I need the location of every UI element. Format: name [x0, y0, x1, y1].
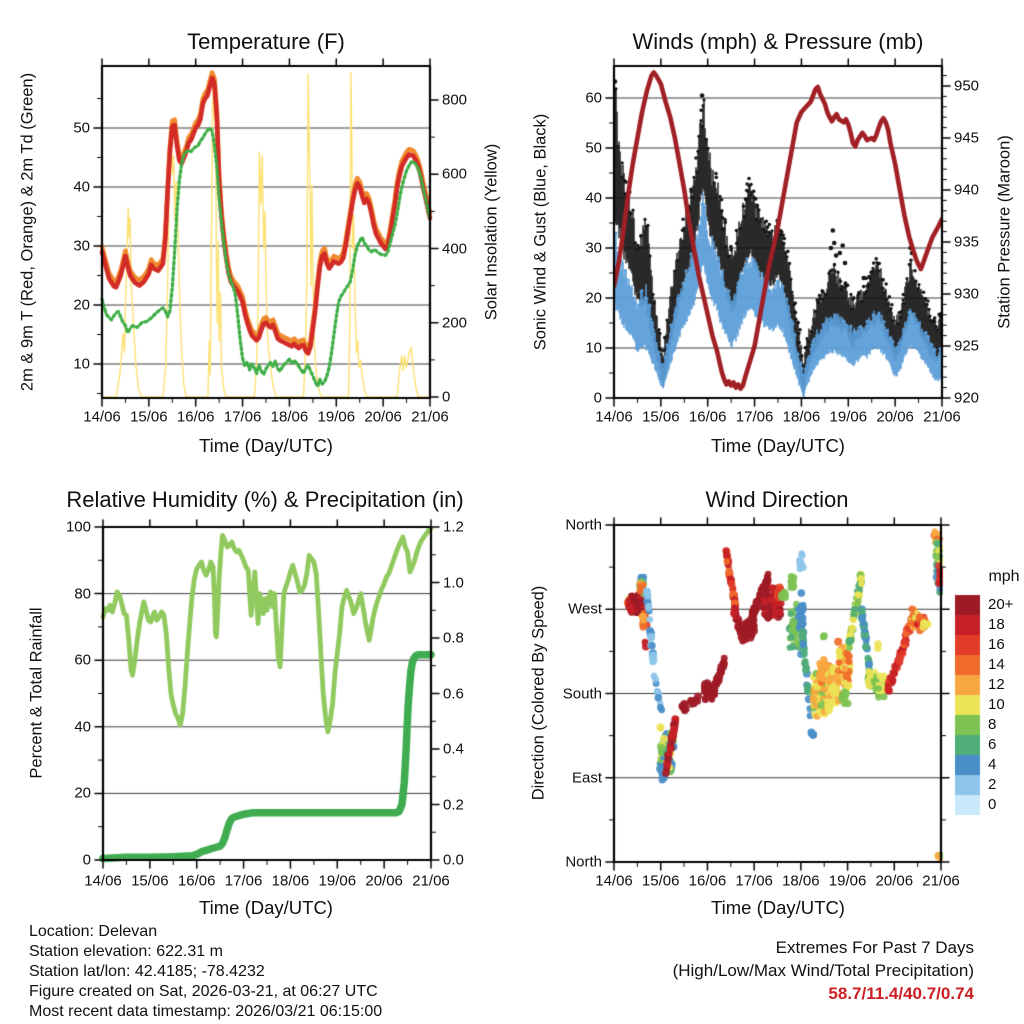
- colorbar-label: 12: [988, 676, 1005, 693]
- tick-label: 0.4: [443, 740, 464, 758]
- colorbar-label: 2: [988, 776, 997, 793]
- tick-label: 940: [954, 181, 980, 199]
- tick-label: 30: [585, 239, 602, 257]
- tick-label: 14/06: [84, 872, 122, 890]
- tick-label: 20/06: [364, 408, 402, 426]
- tick-label: 0.8: [443, 629, 464, 647]
- tick-label: 17/06: [735, 872, 773, 890]
- tick-label: 10: [585, 339, 602, 357]
- tick-label: 920: [954, 389, 980, 407]
- tick-label: 1.0: [443, 574, 464, 591]
- colorbar-label: 20+: [988, 596, 1014, 613]
- chart-title-wind-direction: Wind Direction: [705, 487, 849, 512]
- tick-label: 1.2: [443, 518, 464, 536]
- x-axis-label-wind-direction: Time (Day/UTC): [711, 897, 845, 918]
- chart-title-temperature: Temperature (F): [187, 29, 345, 54]
- tick-label: 10: [73, 355, 90, 373]
- colorbar-label: 18: [988, 616, 1005, 633]
- station-location: Location: Delevan: [29, 923, 158, 940]
- tick-label: 16/06: [176, 408, 215, 426]
- tick-label: 600: [442, 165, 468, 183]
- tick-label: North: [565, 516, 602, 534]
- tick-label: 18/06: [782, 408, 821, 426]
- tick-label: 17/06: [224, 872, 263, 890]
- tick-label: 20/06: [365, 872, 403, 890]
- tick-label: 945: [954, 129, 980, 147]
- tick-label: 15/06: [641, 872, 680, 890]
- station-elevation: Station elevation: 622.31 m: [29, 943, 223, 960]
- tick-label: 21/06: [922, 872, 960, 890]
- tick-label: 40: [74, 718, 91, 736]
- tick-label: 18/06: [782, 872, 820, 890]
- tick-label: North: [565, 853, 602, 871]
- tick-label: 17/06: [735, 408, 774, 426]
- tick-label: 19/06: [828, 872, 867, 890]
- x-axis-label-humidity: Time (Day/UTC): [199, 897, 333, 918]
- tick-label: 20/06: [876, 408, 914, 426]
- colorbar-label: 0: [988, 796, 997, 813]
- y-axis-label-pressure-right: Station Pressure (Maroon): [995, 135, 1014, 329]
- tick-label: 40: [585, 189, 602, 207]
- station-latlon: Station lat/lon: 42.4185; -78.4232: [29, 963, 265, 980]
- tick-label: 950: [954, 77, 980, 95]
- tick-label: 0: [593, 389, 602, 407]
- tick-label: 19/06: [829, 408, 868, 426]
- station-info: [29, 922, 382, 1022]
- tick-label: 19/06: [318, 872, 357, 890]
- x-axis-label-temperature: Time (Day/UTC): [199, 435, 333, 456]
- tick-label: 14/06: [83, 408, 121, 426]
- colorbar-label: 16: [988, 636, 1005, 653]
- colorbar-label: 4: [988, 756, 997, 773]
- colorbar-label: 14: [988, 656, 1005, 673]
- tick-label: 935: [954, 233, 980, 251]
- tick-label: 80: [74, 585, 91, 603]
- tick-label: West: [568, 600, 602, 618]
- most-recent-timestamp: Most recent data timestamp: 2026/03/21 06:15:00: [29, 1003, 383, 1020]
- tick-label: 20: [74, 784, 91, 802]
- y-axis-label-temp-left: 2m & 9m T (Red, Orange) & 2m Td (Green): [18, 72, 37, 392]
- tick-label: 19/06: [317, 408, 356, 426]
- y-axis-label-humidity-left: Percent & Total Rainfall: [27, 607, 46, 779]
- tick-label: 16/06: [688, 872, 727, 890]
- tick-label: South: [562, 685, 602, 702]
- extremes-title: Extremes For Past 7 Days: [775, 938, 974, 957]
- colorbar-label: 6: [988, 736, 997, 753]
- tick-label: 200: [442, 314, 468, 332]
- tick-label: 21/06: [923, 408, 961, 426]
- tick-label: 30: [73, 237, 90, 255]
- tick-label: 50: [73, 119, 90, 137]
- tick-label: 0: [82, 851, 91, 869]
- tick-label: 20: [73, 296, 90, 314]
- tick-label: 60: [585, 89, 602, 107]
- tick-label: 0.0: [443, 851, 464, 869]
- tick-label: 21/06: [411, 408, 449, 426]
- tick-label: 17/06: [223, 408, 262, 426]
- tick-label: 40: [73, 178, 90, 196]
- tick-label: 100: [65, 518, 91, 536]
- tick-label: 0: [442, 388, 451, 406]
- tick-label: 18/06: [271, 872, 310, 890]
- tick-label: East: [571, 769, 602, 787]
- y-axis-label-wind-left: Sonic Wind & Gust (Blue, Black): [531, 113, 550, 351]
- chart-title-humidity-precip: Relative Humidity (%) & Precipitation (in): [66, 487, 464, 512]
- tick-label: 20: [585, 289, 602, 307]
- tick-label: 15/06: [131, 872, 169, 890]
- colorbar-label: 8: [988, 716, 997, 733]
- tick-label: 16/06: [177, 872, 216, 890]
- tick-label: 60: [74, 651, 91, 669]
- extremes-summary: [673, 936, 974, 1005]
- tick-label: 0.2: [443, 796, 464, 813]
- tick-label: 925: [954, 337, 980, 355]
- extremes-values: 58.7/11.4/40.7/0.74: [828, 984, 974, 1003]
- tick-label: 20/06: [875, 872, 914, 890]
- tick-label: 0.6: [443, 685, 464, 702]
- tick-label: 930: [954, 285, 980, 303]
- extremes-subtitle: (High/Low/Max Wind/Total Precipitation): [672, 961, 974, 980]
- tick-label: 14/06: [595, 408, 633, 426]
- chart-title-winds-pressure: Winds (mph) & Pressure (mb): [632, 29, 924, 54]
- tick-label: 15/06: [642, 408, 680, 426]
- x-axis-label-winds: Time (Day/UTC): [711, 435, 845, 456]
- tick-label: 18/06: [270, 408, 309, 426]
- tick-label: 800: [442, 91, 468, 109]
- tick-label: 50: [585, 139, 602, 157]
- colorbar-label: 10: [988, 696, 1005, 713]
- figure-created-time: Figure created on Sat, 2026-03-21, at 06:27 UTC: [29, 983, 378, 1000]
- tick-label: 400: [442, 240, 468, 257]
- tick-label: 16/06: [688, 408, 727, 426]
- y-axis-label-solar-right: Solar Insolation (Yellow): [482, 143, 501, 321]
- colorbar-title: mph: [988, 568, 1020, 585]
- tick-label: 21/06: [412, 872, 450, 890]
- tick-label: 15/06: [130, 408, 168, 426]
- y-axis-label-direction-left: Direction (Colored By Speed): [529, 585, 548, 801]
- tick-label: 14/06: [595, 872, 633, 890]
